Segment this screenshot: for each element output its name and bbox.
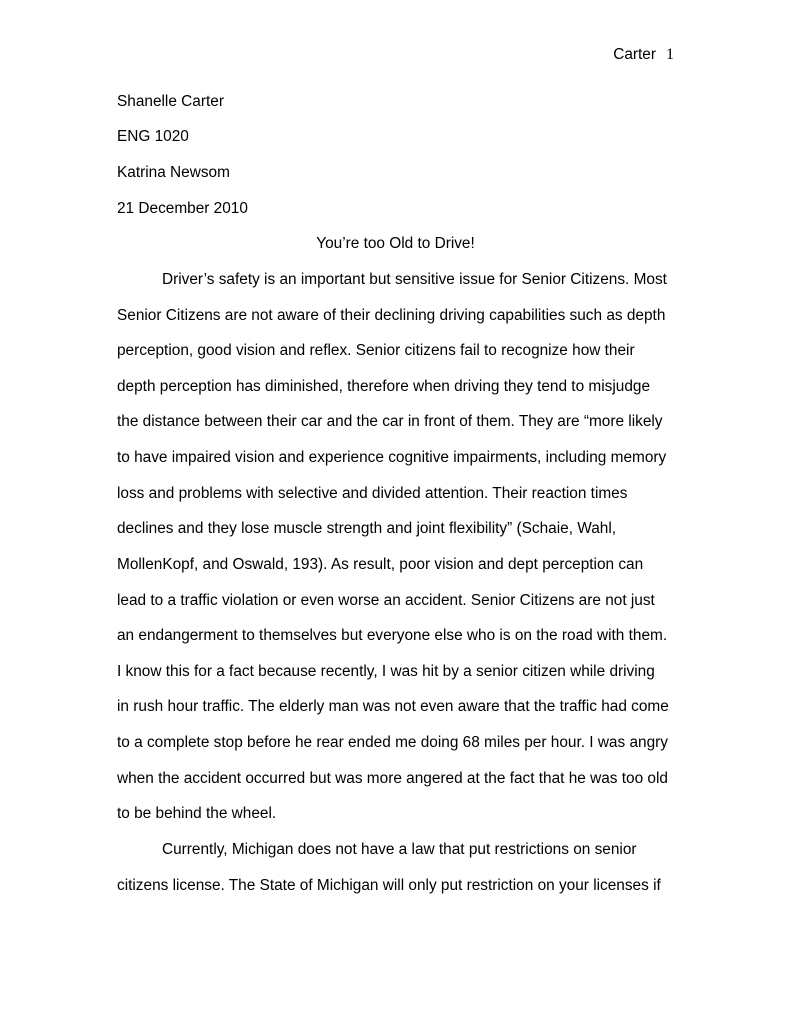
paragraph-line: to a complete stop before he rear ended me doing 68 miles per hour. I was angry [117, 734, 668, 751]
paragraph-line: Currently, Michigan does not have a law that put restrictions on senior [162, 841, 637, 858]
paragraph-line: to have impaired vision and experience cognitive impairments, including memory [117, 449, 667, 466]
paragraph-line: perception, good vision and reflex. Senior citizens fail to recognize how their [117, 342, 635, 359]
course-name: ENG 1020 [117, 128, 189, 145]
running-head-surname: Carter [613, 46, 656, 63]
paragraph-line: Senior Citizens are not aware of their declining driving capabilities such as depth [117, 307, 666, 324]
page-number: 1 [666, 46, 674, 63]
instructor-name: Katrina Newsom [117, 164, 230, 181]
paragraph-line: depth perception has diminished, therefore when driving they tend to misjudge [117, 378, 651, 395]
paragraph-line: an endangerment to themselves but everyone else who is on the road with them. [117, 627, 668, 644]
student-name: Shanelle Carter [117, 93, 224, 110]
paragraph-line: lead to a traffic violation or even worse an accident. Senior Citizens are not just [117, 592, 655, 609]
paragraph-line: when the accident occurred but was more angered at the fact that he was too old [117, 770, 668, 787]
paragraph-line: in rush hour traffic. The elderly man was not even aware that the traffic had come [117, 698, 669, 715]
paragraph-line: citizens license. The State of Michigan will only put restriction on your licenses if [117, 877, 661, 894]
running-head [613, 45, 674, 65]
essay-title: You’re too Old to Drive! [316, 235, 475, 252]
essay-date: 21 December 2010 [117, 200, 248, 217]
paragraph-line: MollenKopf, and Oswald, 193). As result, poor vision and dept perception can [117, 556, 644, 573]
paragraph-line: Driver’s safety is an important but sensitive issue for Senior Citizens. Most [162, 271, 667, 288]
paragraph-line: declines and they lose muscle strength and joint flexibility” (Schaie, Wahl, [117, 520, 617, 537]
paragraph-line: to be behind the wheel. [117, 805, 277, 822]
paragraph-line: I know this for a fact because recently, I was hit by a senior citizen while driving [117, 663, 655, 680]
paragraph-line: loss and problems with selective and divided attention. Their reaction times [117, 485, 628, 502]
paragraph-line: the distance between their car and the car in front of them. They are “more likely [117, 413, 663, 430]
